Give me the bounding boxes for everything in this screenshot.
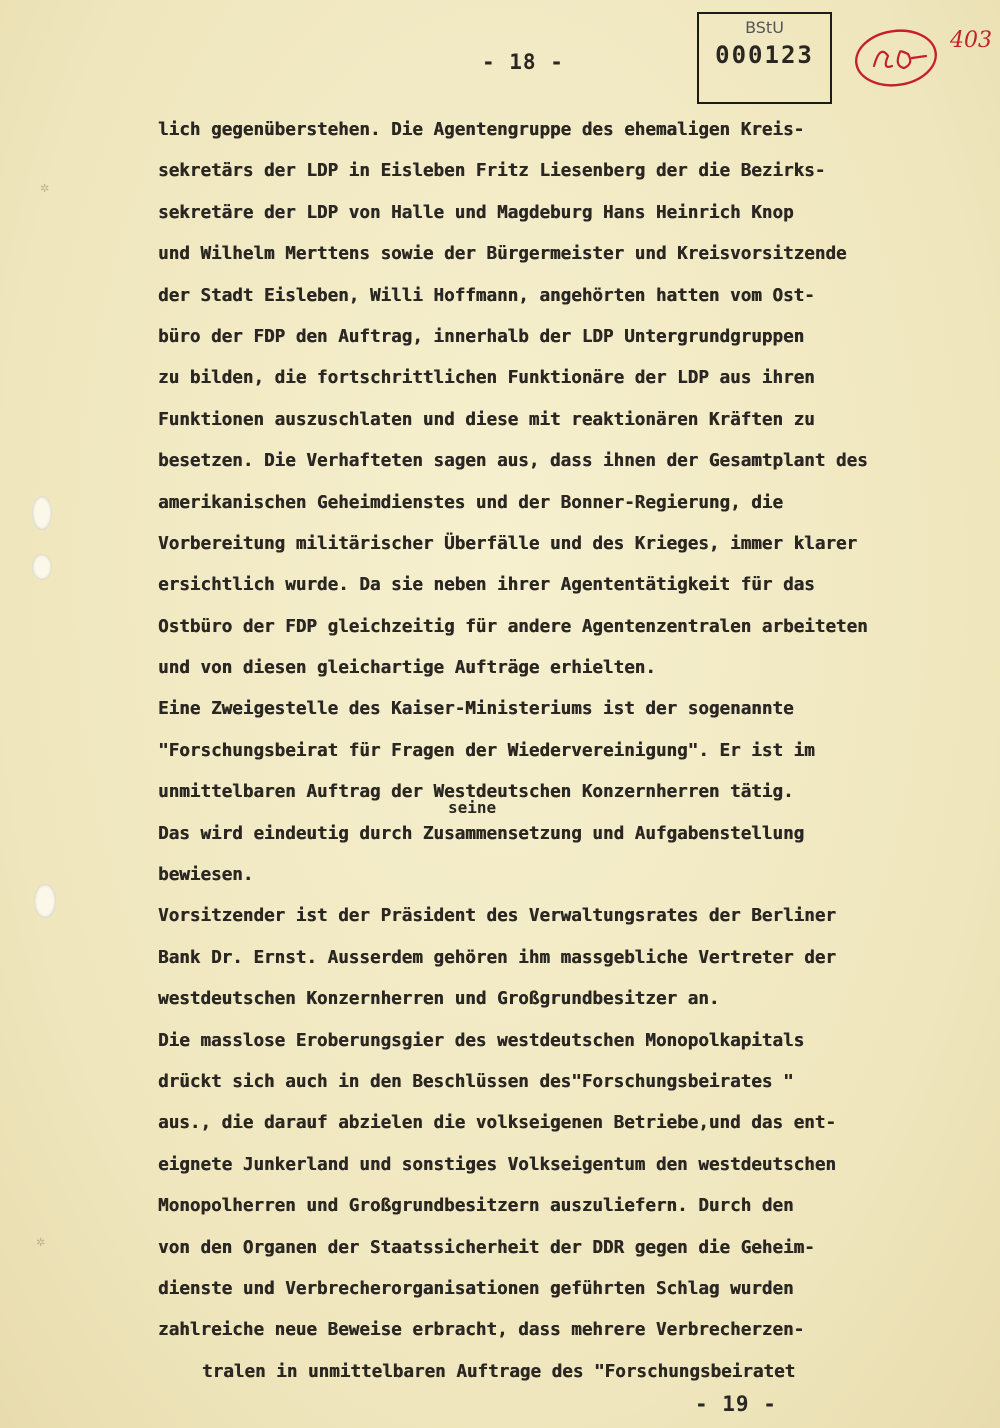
text-line: Vorbereitung militärischer Überfälle und des Krieges, immer klarer: [158, 533, 858, 554]
text-line: zu bilden, die fortschrittlichen Funktionäre der LDP aus ihren: [158, 368, 815, 389]
text-line: Monopolherren und Großgrundbesitzern auszuliefern. Durch den: [158, 1196, 794, 1217]
text-line: Vorsitzender ist der Präsident des Verwaltungsrates der Berliner: [158, 906, 836, 927]
text-line: Ostbüro der FDP gleichzeitig für andere Agentenzentralen arbeiteten: [158, 616, 868, 637]
text-line: besetzen. Die Verhafteten sagen aus, dass ihnen der Gesamtplant des: [158, 451, 868, 472]
text-line: Die masslose Eroberungsgier des westdeutschen Monopolkapitals: [158, 1030, 805, 1051]
text-line: bewiesen.: [158, 865, 254, 886]
text-line: und Wilhelm Merttens sowie der Bürgermeister und Kreisvorsitzende: [158, 244, 847, 265]
handwritten-number: 403: [950, 28, 992, 53]
text-line: "Forschungsbeirat für Fragen der Wiedervereinigung". Er ist im: [158, 740, 815, 761]
text-line: Eine Zweigestelle des Kaiser-Ministeriums ist der sogenannte: [158, 699, 794, 720]
text-line: zahlreiche neue Beweise erbracht, dass mehrere Verbrecherzen-: [158, 1320, 805, 1341]
text-line: westdeutschen Konzernherren und Großgrundbesitzer an.: [158, 989, 720, 1010]
punch-hole: [32, 554, 52, 580]
interlinear-insertion: seine: [448, 798, 497, 817]
paper-smudge: ✲: [40, 178, 50, 196]
text-line: dienste und Verbrecherorganisationen geführten Schlag wurden: [158, 1278, 794, 1299]
text-line: ersichtlich wurde. Da sie neben ihrer Agententätigkeit für das: [158, 575, 815, 596]
paper-smudge: ✲: [36, 1232, 46, 1250]
text-line: Bank Dr. Ernst. Ausserdem gehören ihm massgebliche Vertreter der: [158, 947, 836, 968]
text-line: aus., die darauf abzielen die volkseigenen Betriebe,und das ent-: [158, 1113, 836, 1134]
text-line: unmittelbaren Auftrag der Westdeutschen Konzernherren tätig.: [158, 782, 794, 803]
red-pencil-circle-icon: [850, 22, 945, 92]
next-page-marker: - 19 -: [695, 1392, 777, 1416]
archive-stamp: [697, 12, 832, 104]
punch-hole: [32, 496, 52, 530]
text-line: eignete Junkerland und sonstiges Volkseigentum den westdeutschen: [158, 1154, 836, 1175]
typed-body-text: [158, 110, 988, 1393]
handwritten-mark: [850, 22, 990, 92]
stamp-label: BStU: [745, 18, 784, 37]
text-line: tralen in unmittelbaren Auftrage des "Forschungsbeiratet: [202, 1361, 796, 1382]
text-line: von den Organen der Staatssicherheit der DDR gegen die Geheim-: [158, 1237, 815, 1258]
text-line: drückt sich auch in den Beschlüssen des"Forschungsbeirates ": [158, 1071, 794, 1092]
text-line: lich gegenüberstehen. Die Agentengruppe des ehemaligen Kreis-: [158, 120, 805, 140]
text-line: Funktionen auszuschlaten und diese mit reaktionären Kräften zu: [158, 409, 815, 430]
text-line: sekretäre der LDP von Halle und Magdeburg Hans Heinrich Knop: [158, 202, 794, 223]
text-line: der Stadt Eisleben, Willi Hoffmann, angehörten hatten vom Ost-: [158, 285, 815, 306]
text-line: amerikanischen Geheimdienstes und der Bonner-Regierung, die: [158, 492, 783, 513]
page-number: - 18 -: [482, 50, 564, 74]
text-line: und von diesen gleichartige Aufträge erhielten.: [158, 658, 656, 679]
text-line: sekretärs der LDP in Eisleben Fritz Liesenberg der die Bezirks-: [158, 161, 826, 182]
text-line: Das wird eindeutig durch Zusammensetzung und Aufgabenstellung: [158, 823, 805, 844]
stamp-number: 000123: [715, 41, 814, 69]
text-line: büro der FDP den Auftrag, innerhalb der LDP Untergrundgruppen: [158, 326, 805, 347]
punch-hole: [34, 884, 56, 918]
